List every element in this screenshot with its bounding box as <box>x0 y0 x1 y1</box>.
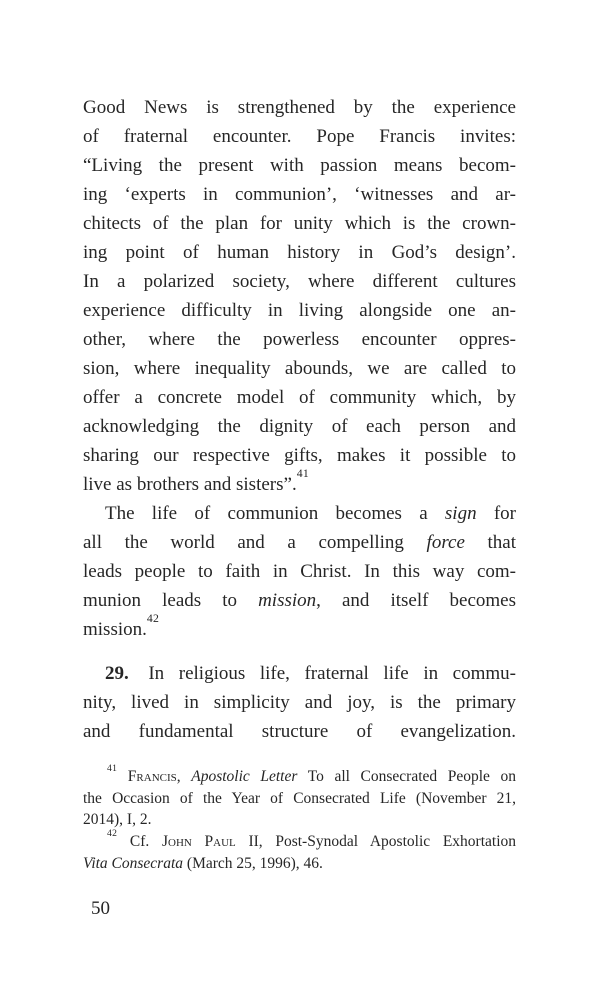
italic-term-mission: mission <box>258 590 317 611</box>
italic-term-sign: sign <box>444 503 477 524</box>
page-number: 50 <box>91 898 110 919</box>
text-line <box>83 499 516 528</box>
footnote-ref-42: 42 <box>146 612 160 626</box>
text-line: leads people to faith in Christ. In this way com- <box>83 561 516 582</box>
text-line: offer a concrete model of community which, by <box>83 387 516 408</box>
text-run: In religious life, fraternal life in commu- <box>133 663 516 684</box>
text-line: chitects of the plan for unity which is the crown- <box>83 213 516 234</box>
section-number: 29. <box>105 663 129 684</box>
paragraph-continued <box>83 93 516 499</box>
paragraph-section-29 <box>83 659 516 746</box>
text-line: Good News is strengthened by the experience <box>83 97 516 118</box>
text-run: II, Post-Synodal Apostolic Exhortation <box>235 833 517 851</box>
body-text <box>83 93 516 746</box>
text-line: experience difficulty in living alongside one an- <box>83 300 516 321</box>
author-small-caps: Francis <box>117 768 177 785</box>
text-line: “Living the present with passion means becom- <box>83 155 516 176</box>
italic-term-force: force <box>426 532 465 553</box>
text-line: ing point of human history in God’s design’. <box>83 242 516 263</box>
text-line: sion, where inequality abounds, we are called to <box>83 358 516 379</box>
text-line: other, where the powerless encounter oppres- <box>83 329 516 350</box>
footnote-41 <box>83 762 516 831</box>
text-run: all the world and a compelling <box>83 532 427 553</box>
text-line: sharing our respective gifts, makes it possible to <box>83 445 516 466</box>
quote-end: live as brothers and sisters”. <box>83 474 297 495</box>
text-run: for <box>476 503 517 524</box>
text-line <box>83 586 516 615</box>
text-line <box>83 612 516 644</box>
text-run: munion leads to <box>83 590 259 611</box>
text-line: of fraternal encounter. Pope Francis invites: <box>83 126 516 147</box>
text-line: In a polarized society, where different cultures <box>83 271 516 292</box>
footnote-line <box>83 853 516 875</box>
text-run: , <box>176 768 192 785</box>
text-run: The life of communion becomes a <box>105 503 445 524</box>
footnote-line: the Occasion of the Year of Consecrated Life (November 21, <box>83 789 516 807</box>
text-run: (March 25, 1996), 46. <box>183 854 323 872</box>
footnote-line <box>83 827 517 853</box>
footnote-ref-41: 41 <box>296 467 310 481</box>
text-run: that <box>464 532 516 553</box>
text-line: ing ‘experts in communion’, ‘witnesses and ar- <box>83 184 516 205</box>
text-run: Cf. <box>117 833 162 851</box>
author-small-caps: John Paul <box>161 833 236 851</box>
footnote-line <box>83 762 516 788</box>
text-run: , and itself becomes <box>316 590 516 611</box>
text-line <box>83 467 516 499</box>
footnote-line: 2014), I, 2. <box>83 811 152 829</box>
footnote-marker-42: 42 <box>107 827 118 839</box>
work-title-italic: Vita Consecrata <box>83 854 184 872</box>
footnote-marker-41: 41 <box>107 762 118 774</box>
text-line: and fundamental structure of evangelization. <box>83 721 516 742</box>
work-title-italic: Apostolic Letter <box>191 768 298 785</box>
text-line <box>83 659 516 688</box>
text-run: To all Consecrated People on <box>297 768 516 785</box>
text-line: acknowledging the dignity of each person and <box>83 416 516 437</box>
paragraph-communion <box>83 499 516 644</box>
footnotes <box>83 762 517 875</box>
footnote-42 <box>83 827 517 874</box>
text-line: nity, lived in simplicity and joy, is the primary <box>83 692 516 713</box>
text-line <box>83 528 516 557</box>
text-run: mission. <box>83 619 147 640</box>
